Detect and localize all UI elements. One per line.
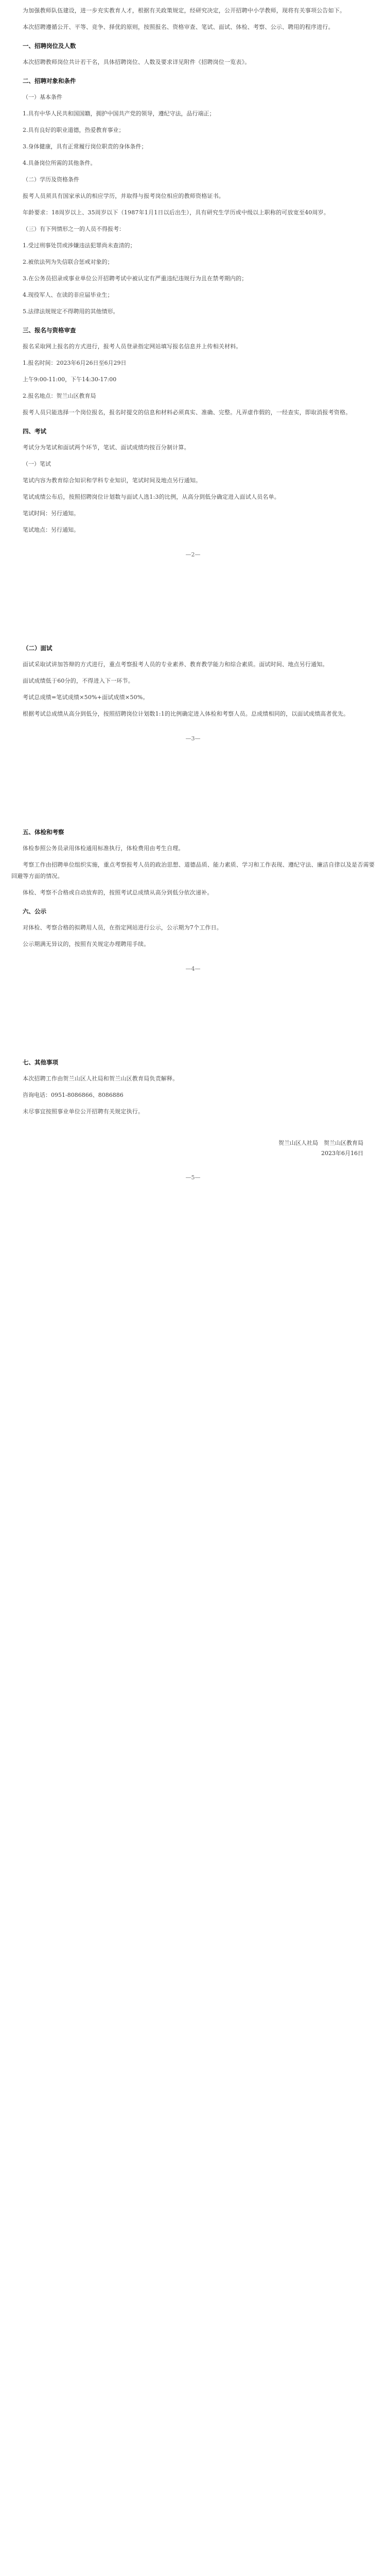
section-paragraph: 4.现役军人、在读的非应届毕业生； [23,292,113,298]
section-paragraph: 笔试成绩公布后，按照招聘岗位计划数与面试人选1:3的比例，从高分到低分确定进入面试人员名单。 [23,494,280,500]
section-title: 三、报名与资格审查 [23,327,76,334]
section-paragraph: 笔试时间：另行通知。 [23,510,79,517]
section-paragraph: （一）基本条件 [23,94,62,100]
section-title: 五、体检和考察 [23,828,64,836]
section-title: （二）面试 [23,645,52,652]
section-paragraph: 考试分为笔试和面试两个环节，笔试、面试成绩均按百分制计算。 [23,444,190,451]
section-5 [11,826,375,899]
page-number: —3— [185,735,201,742]
section-paragraph: 3.身体健康，具有正常履行岗位职责的身体条件； [23,143,147,150]
section-interview [11,642,375,720]
intro-paragraph: 本次招聘遵循公开、平等、竞争、择优的原则，按照报名、资格审查、笔试、面试、体检、考察、公示、聘用的程序进行。 [23,24,334,30]
section-paragraph: 报考人员须具有国家承认的相应学历，并取得与报考岗位相应的教师资格证书。 [23,193,224,199]
section-paragraph: 报名采取网上报名的方式进行，报考人员登录指定网站填写报名信息并上传相关材料。 [23,343,242,350]
section-paragraph: 考试总成绩=笔试成绩×50%+面试成绩×50%。 [23,694,149,701]
intro-paragraph: 为加强教师队伍建设，进一步充实教育人才，根据有关政策规定，经研究决定，公开招聘中小学教师，现将有关事项公告如下。 [23,7,346,14]
section-1 [11,40,375,68]
section-title: 六、公示 [23,908,46,915]
section-paragraph: 5.法律法规规定不得聘用的其他情形。 [23,308,119,315]
section-paragraph: 公示期满无异议的，按照有关规定办理聘用手续。 [23,941,150,947]
section-paragraph: 考察工作由招聘单位组织实施，重点考察报考人员的政治思想、道德品质、能力素质、学习和工作表现、遵纪守法、廉洁自律以及是否需要回避等方面的情况。 [11,861,375,879]
section-title: 四、考试 [23,428,46,435]
section-paragraph: 报考人员只能选择一个岗位报名，报名时提交的信息和材料必须真实、准确、完整。凡弄虚作假的，一经查实，即取消报考资格。 [23,409,352,416]
section-paragraph: 1.受过刑事处罚或涉嫌违法犯罪尚未查清的； [23,242,136,249]
section-title: 二、招聘对象和条件 [23,77,76,84]
section-paragraph: 1.具有中华人民共和国国籍，拥护中国共产党的领导，遵纪守法，品行端正； [23,110,215,117]
section-paragraph: 未尽事宜按照事业单位公开招聘有关规定执行。 [23,1108,144,1115]
section-title: 一、招聘岗位及人数 [23,42,76,49]
section-2 [11,75,375,317]
section-paragraph: 体检、考察不合格或自动放弃的，按照考试总成绩从高分到低分依次递补。 [23,889,213,896]
page-break-space [11,988,375,1049]
section-paragraph: 年龄要求：18周岁以上、35周岁以下（1987年1月1日以后出生），具有研究生学历或中级以上职称的可放宽至40周岁。 [23,209,330,216]
section-paragraph: 咨询电话：0951-8086866、8086886 [23,1092,124,1098]
page-number: —4— [185,965,201,972]
signature-date: 2023年6月16日 [321,1150,363,1157]
section-6 [11,906,375,950]
section-paragraph: 本次招聘教师岗位共计若干名，具体招聘岗位、人数及要求详见附件《招聘岗位一览表》。 [23,59,251,65]
section-paragraph: 体检参照公务员录用体检通用标准执行，体检费用由考生自理。 [23,845,184,852]
section-paragraph: 对体检、考察合格的拟聘用人员，在指定网站进行公示，公示期为7个工作日。 [23,924,222,931]
page-number: —5— [185,1174,201,1181]
section-paragraph: （一）笔试 [23,461,51,467]
page-break-space [11,573,375,635]
section-paragraph: 根据考试总成绩从高分到低分，按照招聘岗位计划数1:1的比例确定进入体检和考察人员。总成绩相同的，以面试成绩高者优先。 [23,710,349,717]
section-title: 七、其他事项 [23,1059,58,1066]
intro [11,5,375,33]
page-break-space [11,757,375,819]
signature-block [11,1138,375,1159]
section-paragraph: 2.具有良好的职业道德，热爱教育事业； [23,127,125,133]
section-paragraph: 上午9:00-11:00，下午14:30-17:00 [23,376,117,383]
section-4 [11,426,375,536]
page-number: —2— [185,551,201,558]
section-paragraph: 1.报名时间：2023年6月26日至6月29日 [23,360,127,366]
section-paragraph: 笔试地点：另行通知。 [23,527,79,533]
section-paragraph: 2.被依法列为失信联合惩戒对象的； [23,259,113,265]
section-paragraph: 面试成绩低于60分的，不得进入下一环节。 [23,677,134,684]
section-3 [11,325,375,418]
signature-org: 贺兰山区人社局 贺兰山区教育局 [278,1140,363,1146]
section-paragraph: （二）学历及资格条件 [23,176,79,183]
section-paragraph: 4.具备岗位所需的其他条件。 [23,160,96,166]
section-paragraph: 面试采取试讲加答辩的方式进行，重点考察报考人员的专业素养、教育教学能力和综合素质。面试时间、地点另行通知。 [23,661,328,668]
section-paragraph: 3.在公务员招录或事业单位公开招聘考试中被认定有严重违纪违规行为且在禁考期内的； [23,275,248,282]
section-7 [11,1057,375,1117]
section-paragraph: 本次招聘工作由贺兰山区人社局和贺兰山区教育局负责解释。 [23,1075,179,1082]
section-paragraph: （三）有下列情形之一的人员不得报考： [23,226,125,232]
section-paragraph: 2.报名地点：贺兰山区教育局 [23,393,96,399]
section-paragraph: 笔试内容为教育综合知识和学科专业知识，笔试时间及地点另行通知。 [23,477,202,484]
